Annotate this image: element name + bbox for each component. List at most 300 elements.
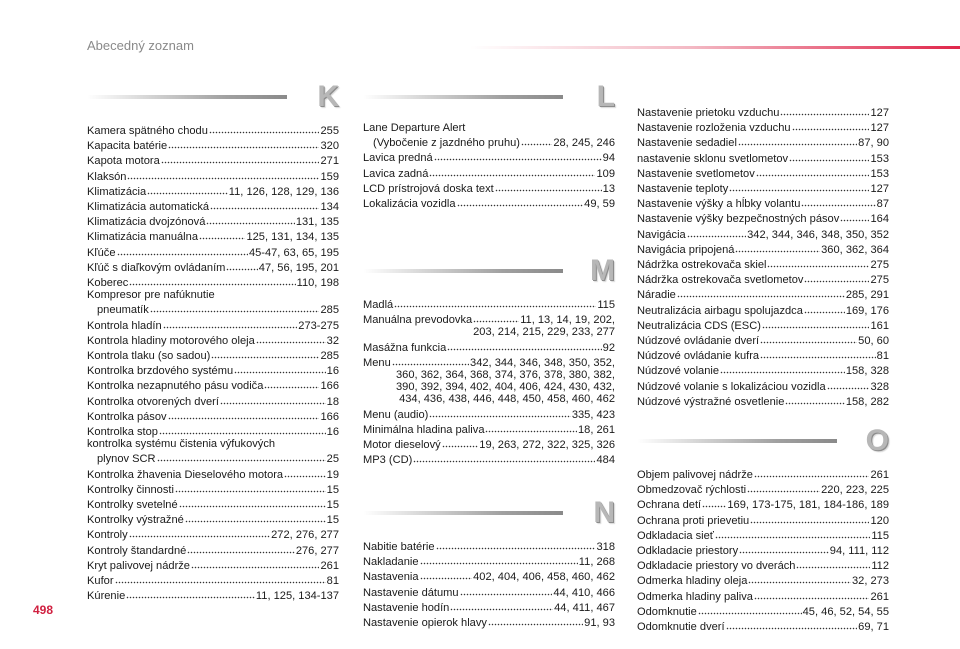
entry-pages-continuation: 434, 436, 438, 446, 448, 450, 458, 460, 462 bbox=[399, 393, 615, 406]
entry-pages: 273-275 bbox=[298, 319, 339, 332]
section-header bbox=[363, 498, 615, 528]
dot-leader bbox=[211, 347, 319, 359]
dot-leader bbox=[735, 241, 820, 253]
dot-leader bbox=[206, 213, 294, 225]
entry-term: Odomknutie dverí bbox=[637, 621, 725, 634]
index-entry bbox=[87, 542, 339, 557]
entry-pages: 28, 245, 246 bbox=[553, 137, 615, 150]
dot-leader bbox=[284, 466, 326, 478]
entry-term: nastavenie sklonu svetlometov bbox=[637, 152, 789, 165]
index-entry bbox=[87, 168, 339, 183]
section-divider bbox=[363, 269, 563, 273]
entry-pages: 275 bbox=[870, 259, 889, 272]
dot-leader bbox=[460, 584, 553, 596]
index-entry bbox=[637, 150, 889, 165]
entry-term: Kontrolka brzdového systému bbox=[87, 365, 234, 378]
index-entry bbox=[637, 104, 889, 119]
entry-pages: 164 bbox=[870, 213, 889, 226]
entry-term-continuation: plynov SCR bbox=[97, 453, 156, 466]
entry-pages: 127 bbox=[870, 107, 889, 119]
index-entry bbox=[87, 438, 339, 450]
entry-term: Nastavenie rozloženia vzduchu bbox=[637, 122, 791, 135]
index-entry bbox=[87, 332, 339, 347]
entry-term: kontrolka systému čistenia výfukových bbox=[87, 438, 276, 451]
index-entry bbox=[637, 362, 889, 377]
dot-leader bbox=[762, 317, 870, 329]
dot-leader bbox=[738, 134, 857, 146]
entry-term: Ochrana proti prievetiu bbox=[637, 514, 750, 527]
entry-pages: 158, 328 bbox=[845, 365, 889, 378]
dot-leader bbox=[420, 553, 578, 565]
dot-leader bbox=[147, 183, 228, 195]
entry-list bbox=[87, 122, 339, 603]
entry-pages: 109 bbox=[596, 167, 615, 180]
entry-pages: 18 bbox=[326, 395, 339, 408]
dot-leader bbox=[457, 195, 584, 207]
entry-pages: 159 bbox=[320, 170, 339, 183]
dot-leader bbox=[756, 165, 870, 177]
dot-leader bbox=[473, 311, 519, 323]
index-entry bbox=[637, 271, 889, 286]
entry-pages: 335, 423 bbox=[571, 408, 615, 421]
entry-pages: 318 bbox=[596, 541, 615, 553]
entry-term: Motor dieselový bbox=[363, 439, 441, 452]
dot-leader bbox=[715, 527, 870, 539]
entry-term: Kľúče bbox=[87, 246, 116, 259]
index-entry bbox=[363, 599, 615, 614]
dot-leader bbox=[150, 301, 320, 313]
index-entry bbox=[637, 496, 889, 511]
entry-pages: 81 bbox=[876, 350, 889, 363]
entry-term: Obmedzovač rýchlosti bbox=[637, 484, 747, 497]
entry-term: Nastavenie hodín bbox=[363, 601, 450, 614]
entry-term: Kontrolky svetelné bbox=[87, 499, 178, 512]
index-entry bbox=[637, 466, 889, 481]
section-divider bbox=[363, 511, 563, 515]
dot-leader bbox=[702, 496, 726, 508]
entry-pages: 19 bbox=[326, 468, 339, 481]
entry-term: Nastavenie prietoku vzduchu bbox=[637, 107, 780, 119]
entry-pages: 169, 173-175, 181, 184-186, 189 bbox=[727, 499, 889, 512]
entry-term: Kontrola hladín bbox=[87, 319, 162, 332]
entry-term: Klimatizácia automatická bbox=[87, 201, 210, 214]
entry-term: Objem palivovej nádrže bbox=[637, 469, 753, 481]
index-entry bbox=[363, 122, 615, 134]
entry-pages: 255 bbox=[320, 125, 339, 137]
dot-leader bbox=[750, 512, 869, 524]
entry-term: Nakladanie bbox=[363, 556, 419, 569]
dot-leader bbox=[827, 378, 870, 390]
entry-term: Nádržka ostrekovača svetlometov bbox=[637, 274, 804, 287]
dot-leader bbox=[780, 104, 869, 116]
entry-term: Nádržka ostrekovača skiel bbox=[637, 259, 767, 272]
index-entry bbox=[363, 195, 615, 210]
entry-term: Odmerka hladiny paliva bbox=[637, 590, 753, 603]
index-entry bbox=[637, 393, 889, 408]
index-entry bbox=[87, 377, 339, 392]
entry-pages: 261 bbox=[870, 590, 889, 603]
index-entry bbox=[363, 406, 615, 421]
dot-leader bbox=[434, 149, 602, 161]
entry-term-continuation: pneumatík bbox=[97, 304, 149, 317]
dot-leader bbox=[264, 377, 319, 389]
entry-term: Kapacita batérie bbox=[87, 140, 168, 153]
entry-pages: 272, 276, 277 bbox=[271, 529, 339, 542]
entry-list bbox=[637, 104, 889, 408]
entry-list bbox=[363, 122, 615, 210]
index-entry bbox=[87, 152, 339, 167]
dot-leader bbox=[726, 618, 858, 630]
index-entry bbox=[363, 149, 615, 164]
dot-leader bbox=[168, 137, 319, 149]
index-entry bbox=[87, 317, 339, 332]
entry-term: Nastavenie výšky a hĺbky volantu bbox=[637, 198, 801, 211]
entry-term: Odomknutie bbox=[637, 605, 697, 618]
entry-pages: 91, 93 bbox=[584, 617, 615, 630]
entry-pages: 50, 60 bbox=[858, 335, 889, 348]
entry-pages: 166 bbox=[320, 410, 339, 423]
entry-pages: 285 bbox=[320, 304, 339, 317]
index-entry bbox=[87, 496, 339, 511]
entry-pages: 169, 176 bbox=[845, 304, 889, 317]
entry-pages: 25 bbox=[326, 453, 339, 466]
entry-term: Odkladacia sieť bbox=[637, 529, 714, 542]
index-entry bbox=[87, 213, 339, 228]
entry-pages: 87 bbox=[876, 198, 889, 211]
entry-pages: 127 bbox=[870, 122, 889, 135]
entry-pages: 94 bbox=[602, 152, 615, 165]
entry-term: Navigácia pripojená bbox=[637, 243, 735, 256]
section-k bbox=[87, 82, 339, 603]
index-entry bbox=[87, 362, 339, 377]
index-entry bbox=[87, 481, 339, 496]
entry-term: Madlá bbox=[363, 299, 394, 311]
entry-term: Kontrolky výstražné bbox=[87, 514, 184, 527]
entry-term: Lavica predná bbox=[363, 152, 433, 165]
entry-pages: 342, 344, 346, 348, 350, 352, bbox=[470, 356, 615, 369]
entry-term: Nastavenie opierok hlavy bbox=[363, 617, 487, 630]
entry-term: Nastavenie teploty bbox=[637, 183, 729, 196]
entry-term: Klimatizácia dvojzónová bbox=[87, 216, 206, 229]
entry-term: Nastavenia bbox=[363, 571, 419, 584]
entry-term: Kontrolka pásov bbox=[87, 410, 167, 423]
entry-term: Kúrenie bbox=[87, 590, 126, 603]
page-number: 498 bbox=[33, 603, 54, 617]
index-entry bbox=[363, 584, 615, 599]
entry-term: Minimálna hladina paliva bbox=[363, 423, 485, 436]
index-entry bbox=[637, 134, 889, 149]
entry-term: Kľúč s diaľkovým ovládaním bbox=[87, 261, 226, 274]
dot-leader bbox=[127, 168, 319, 180]
section-n bbox=[363, 498, 615, 629]
entry-term: Neutralizácia CDS (ESC) bbox=[637, 319, 761, 332]
dot-leader bbox=[209, 122, 320, 134]
entry-term: Koberec bbox=[87, 277, 129, 290]
dot-leader bbox=[687, 226, 746, 238]
dot-leader bbox=[785, 393, 844, 405]
index-entry bbox=[637, 542, 889, 557]
index-entry bbox=[637, 302, 889, 317]
entry-pages: 45, 46, 52, 54, 55 bbox=[802, 605, 889, 618]
page-header-title: Abecedný zoznam bbox=[87, 38, 194, 53]
entry-pages: 158, 282 bbox=[845, 395, 889, 408]
entry-term: Kontrola tlaku (so sadou) bbox=[87, 350, 211, 363]
dot-leader bbox=[488, 614, 583, 626]
entry-term: Kontrolka stop bbox=[87, 426, 158, 439]
entry-term: Odkladacie priestory bbox=[637, 545, 739, 558]
entry-pages: 275 bbox=[870, 274, 889, 287]
entry-term: Nastavenie dátumu bbox=[363, 586, 459, 599]
dot-leader bbox=[185, 511, 326, 523]
dot-leader bbox=[187, 542, 295, 554]
index-entry bbox=[363, 339, 615, 354]
entry-pages: 328 bbox=[870, 380, 889, 393]
dot-leader bbox=[760, 332, 857, 344]
index-entry bbox=[637, 378, 889, 393]
index-entry bbox=[637, 588, 889, 603]
entry-term: Kufor bbox=[87, 575, 114, 588]
index-entry bbox=[363, 451, 615, 466]
entry-term: Menu (audio) bbox=[363, 408, 429, 421]
section-header bbox=[637, 426, 889, 456]
entry-list bbox=[363, 296, 615, 466]
index-entry bbox=[87, 244, 339, 259]
entry-term-continuation: (Vybočenie z jazdného pruhu) bbox=[373, 137, 520, 150]
entry-pages: 87, 90 bbox=[858, 137, 889, 150]
section-divider bbox=[363, 95, 563, 99]
index-entry bbox=[637, 210, 889, 225]
entry-pages: 44, 410, 466 bbox=[553, 586, 615, 599]
entry-term: Kontroly bbox=[87, 529, 128, 542]
entry-pages: 484 bbox=[596, 454, 615, 467]
entry-pages: 32 bbox=[326, 334, 339, 347]
entry-term: LCD prístrojová doska text bbox=[363, 182, 494, 195]
entry-pages: 92 bbox=[602, 341, 615, 354]
dot-leader bbox=[394, 296, 596, 308]
entry-pages-continuation: 360, 362, 364, 368, 374, 376, 378, 380, 382, bbox=[396, 369, 615, 382]
dot-leader bbox=[485, 421, 577, 433]
entry-pages: 15 bbox=[326, 499, 339, 512]
entry-pages: 15 bbox=[326, 483, 339, 496]
entry-term: Lokalizácia vozidla bbox=[363, 198, 456, 211]
dot-leader bbox=[739, 542, 829, 554]
entry-pages: 271 bbox=[320, 155, 339, 168]
entry-pages: 161 bbox=[870, 319, 889, 332]
index-entry bbox=[363, 568, 615, 583]
dot-leader bbox=[157, 450, 326, 462]
index-entry bbox=[637, 512, 889, 527]
dot-leader bbox=[429, 165, 595, 177]
entry-list bbox=[363, 538, 615, 629]
index-entry bbox=[637, 226, 889, 241]
dot-leader bbox=[117, 244, 248, 256]
dot-leader bbox=[126, 587, 255, 599]
entry-pages: 320 bbox=[320, 140, 339, 153]
index-entry bbox=[363, 436, 615, 451]
index-entry bbox=[363, 354, 615, 369]
dot-leader bbox=[801, 195, 875, 207]
index-entry bbox=[87, 393, 339, 408]
entry-term: Menu bbox=[363, 356, 391, 369]
index-entry bbox=[637, 317, 889, 332]
entry-term: Nastavenie výšky bezpečnostných pásov bbox=[637, 213, 840, 226]
entry-pages: 19, 263, 272, 322, 325, 326 bbox=[479, 439, 615, 452]
entry-term: Odkladacie priestory vo dverách bbox=[637, 560, 796, 573]
section-header bbox=[87, 82, 339, 112]
section-header bbox=[363, 82, 615, 112]
entry-list bbox=[637, 466, 889, 633]
index-entry bbox=[637, 618, 889, 633]
dot-leader bbox=[226, 259, 257, 271]
entry-pages: 32, 273 bbox=[851, 575, 889, 588]
section-letter: M bbox=[590, 254, 615, 287]
entry-pages-continuation: 390, 392, 394, 402, 404, 406, 424, 430, 432, bbox=[396, 381, 615, 394]
dot-leader bbox=[234, 362, 326, 374]
index-entry bbox=[87, 466, 339, 481]
entry-term: Kamera spätného chodu bbox=[87, 125, 208, 137]
section-divider bbox=[637, 439, 837, 443]
index-entry bbox=[637, 527, 889, 542]
entry-term: Lavica zadná bbox=[363, 167, 429, 180]
entry-term: Manuálna prevodovka bbox=[363, 314, 473, 327]
index-entry bbox=[637, 347, 889, 362]
entry-pages: 285 bbox=[320, 350, 339, 363]
entry-pages: 18, 261 bbox=[577, 423, 615, 436]
dot-leader bbox=[495, 180, 602, 192]
index-entry bbox=[363, 614, 615, 629]
entry-term: Ochrana detí bbox=[637, 499, 702, 512]
section-n-continued bbox=[637, 104, 889, 408]
entry-pages: 261 bbox=[320, 559, 339, 572]
entry-term: Nabitie batérie bbox=[363, 541, 435, 553]
index-entry bbox=[637, 180, 889, 195]
section-letter: N bbox=[593, 496, 615, 529]
dot-leader bbox=[754, 588, 870, 600]
entry-pages: 115 bbox=[871, 529, 889, 542]
entry-term: Klimatizácia bbox=[87, 185, 147, 198]
index-entry bbox=[87, 347, 339, 362]
entry-pages: 166 bbox=[320, 380, 339, 393]
entry-pages: 49, 59 bbox=[584, 198, 615, 211]
entry-pages: 285, 291 bbox=[845, 289, 889, 302]
index-entry bbox=[87, 198, 339, 213]
entry-pages: 47, 56, 195, 201 bbox=[258, 261, 339, 274]
entry-pages: 134 bbox=[320, 201, 339, 214]
dot-leader bbox=[747, 481, 820, 493]
dot-leader bbox=[129, 526, 270, 538]
dot-leader bbox=[729, 180, 869, 192]
dot-leader bbox=[129, 274, 295, 286]
entry-pages: 11, 126, 128, 129, 136 bbox=[228, 185, 339, 198]
entry-pages: 153 bbox=[870, 167, 889, 180]
dot-leader bbox=[450, 599, 553, 611]
entry-term: Kontrola hladiny motorového oleja bbox=[87, 334, 255, 347]
dot-leader bbox=[413, 451, 595, 463]
section-header bbox=[363, 256, 615, 286]
section-m bbox=[363, 256, 615, 466]
dot-leader bbox=[220, 393, 326, 405]
index-entry bbox=[637, 572, 889, 587]
index-entry bbox=[363, 553, 615, 568]
entry-term: Núdzové ovládanie dverí bbox=[637, 335, 760, 348]
entry-term: Kontrolky činnosti bbox=[87, 483, 174, 496]
index-entry bbox=[87, 587, 339, 602]
section-letter: L bbox=[596, 80, 615, 113]
index-entry bbox=[87, 572, 339, 587]
entry-term: MP3 (CD) bbox=[363, 454, 413, 467]
section-letter: O bbox=[865, 424, 889, 457]
entry-term: Kontrolka nezapnutého pásu vodiča bbox=[87, 380, 264, 393]
index-entry bbox=[87, 228, 339, 243]
dot-leader bbox=[804, 271, 869, 283]
index-entry bbox=[87, 557, 339, 572]
entry-pages: 276, 277 bbox=[295, 544, 339, 557]
header-accent-line bbox=[470, 46, 960, 49]
index-entry bbox=[637, 195, 889, 210]
entry-term: Kontrolka žhavenia Dieselového motora bbox=[87, 468, 284, 481]
dot-leader bbox=[161, 152, 320, 164]
index-entry bbox=[637, 603, 889, 618]
entry-pages: 131, 135 bbox=[295, 216, 339, 229]
dot-leader bbox=[256, 332, 326, 344]
dot-leader bbox=[521, 134, 552, 146]
dot-leader bbox=[748, 572, 851, 584]
index-entry bbox=[637, 557, 889, 572]
entry-term: Núdzové ovládanie kufra bbox=[637, 350, 760, 363]
index-entry bbox=[363, 165, 615, 180]
index-entry bbox=[637, 165, 889, 180]
index-entry bbox=[363, 538, 615, 553]
index-entry bbox=[87, 423, 339, 438]
entry-pages: 120 bbox=[870, 514, 889, 527]
entry-term: Neutralizácia airbagu spolujazdca bbox=[637, 304, 803, 317]
entry-pages: 94, 111, 112 bbox=[829, 545, 889, 558]
dot-leader bbox=[677, 286, 845, 298]
index-entry bbox=[87, 137, 339, 152]
entry-pages: 115 bbox=[597, 299, 615, 311]
section-letter: K bbox=[317, 80, 339, 113]
dot-leader bbox=[698, 603, 802, 615]
dot-leader bbox=[210, 198, 319, 210]
index-entry bbox=[87, 289, 339, 301]
entry-term: Kontroly štandardné bbox=[87, 544, 187, 557]
entry-pages: 16 bbox=[326, 426, 339, 439]
index-entry bbox=[87, 259, 339, 274]
dot-leader bbox=[754, 466, 870, 478]
dot-leader bbox=[442, 436, 479, 448]
index-entry bbox=[87, 511, 339, 526]
entry-pages: 15 bbox=[326, 514, 339, 527]
entry-pages: 125, 131, 134, 135 bbox=[246, 231, 339, 244]
index-entry bbox=[87, 183, 339, 198]
entry-pages: 11, 125, 134-137 bbox=[255, 590, 339, 603]
entry-pages: 112 bbox=[871, 560, 889, 573]
index-entry-continuation bbox=[87, 301, 339, 316]
index-entry bbox=[637, 256, 889, 271]
dot-leader bbox=[179, 496, 326, 508]
entry-pages-continuation: 203, 214, 215, 229, 233, 277 bbox=[473, 326, 615, 339]
dot-leader bbox=[168, 408, 320, 420]
index-entry bbox=[363, 296, 615, 311]
entry-term: Masážna funkcia bbox=[363, 341, 447, 354]
dot-leader bbox=[804, 302, 845, 314]
entry-term: Klaksón bbox=[87, 170, 127, 183]
entry-term: Nastavenie sedadiel bbox=[637, 137, 737, 150]
index-entry bbox=[87, 526, 339, 541]
index-entry bbox=[637, 286, 889, 301]
entry-term: Kompresor pre nafúknutie bbox=[87, 289, 215, 302]
entry-term: Klimatizácia manuálna bbox=[87, 231, 198, 244]
